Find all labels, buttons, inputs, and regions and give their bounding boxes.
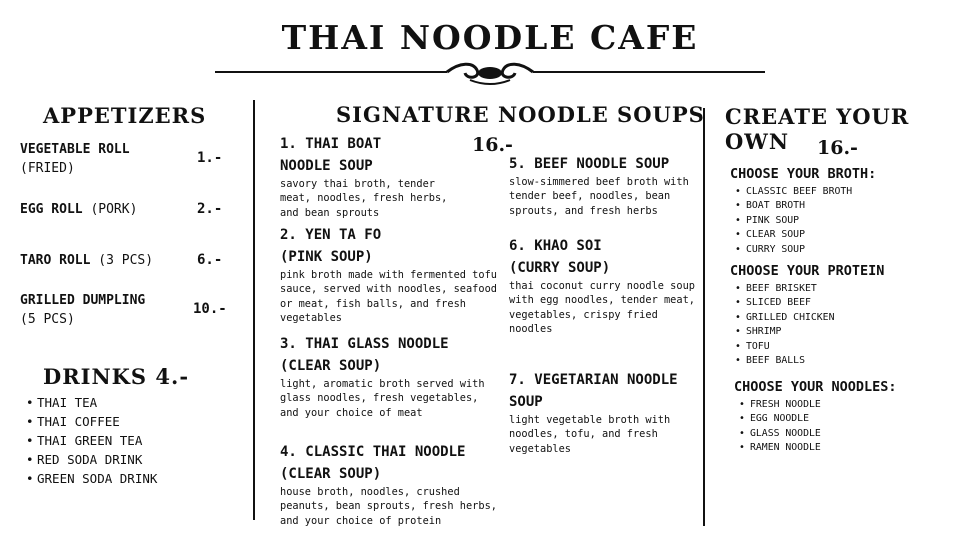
appetizer-price: 6.- — [197, 252, 223, 268]
soup-name: 2. YEN TA FO — [280, 227, 382, 243]
soup-description: house broth, noodles, crushed peanuts, bean sprouts, fresh herbs, and your choice of protein — [280, 486, 497, 527]
appetizer-item — [20, 291, 190, 329]
list-item: • RED SODA DRINK — [25, 450, 157, 469]
list-item: • THAI COFFEE — [25, 412, 157, 431]
protein-title: CHOOSE YOUR PROTEIN — [730, 263, 885, 279]
drinks-heading: DRINKS 4.- — [43, 364, 190, 389]
appetizers-heading: APPETIZERS — [43, 103, 207, 128]
appetizer-price: 2.- — [197, 201, 223, 217]
list-item: • SLICED BEEF — [734, 296, 834, 310]
list-item: • GRILLED CHICKEN — [734, 311, 834, 325]
list-item: • THAI GREEN TEA — [25, 431, 157, 450]
soup-name: 1. THAI BOAT — [280, 136, 382, 152]
page-title: THAI NOODLE CAFE — [281, 18, 699, 57]
list-item: • CURRY SOUP — [734, 243, 852, 257]
soup-description: thai coconut curry noodle soup with egg noodles, tender meat, vegetables, crispy fried noodles — [509, 280, 695, 336]
appetizer-item — [20, 200, 195, 219]
appetizer-name: TARO ROLL — [20, 253, 91, 268]
soup-subname: NOODLE SOUP — [280, 158, 373, 174]
list-item: • CLASSIC BEEF BROTH — [734, 185, 852, 199]
appetizer-price: 10.- — [193, 301, 227, 317]
soup-subname: (CLEAR SOUP) — [280, 358, 382, 374]
appetizer-name: EGG ROLL — [20, 202, 83, 217]
soup-item — [280, 133, 470, 220]
soup-subname: (PINK SOUP) — [280, 249, 373, 265]
noodle-options — [738, 398, 821, 456]
appetizer-name: GRILLED DUMPLING — [20, 293, 146, 308]
list-item: • FRESH NOODLE — [738, 398, 821, 412]
soup-name: 3. THAI GLASS NOODLE — [280, 336, 449, 352]
list-item: • CLEAR SOUP — [734, 228, 852, 242]
appetizer-detail: (FRIED) — [20, 161, 75, 176]
soup-item — [280, 224, 498, 326]
column-divider-left — [253, 100, 255, 520]
drinks-list — [25, 393, 157, 488]
appetizer-item — [20, 140, 190, 178]
soup-description: light vegetable broth with noodles, tofu, and fresh vegetables — [509, 414, 671, 455]
signature-price: 16.- — [472, 134, 513, 156]
broth-options — [734, 185, 852, 257]
noodles-title: CHOOSE YOUR NOODLES: — [734, 379, 897, 395]
list-item: • PINK SOUP — [734, 214, 852, 228]
soup-name: 4. CLASSIC THAI NOODLE — [280, 444, 466, 460]
list-item: • RAMEN NOODLE — [738, 441, 821, 455]
appetizer-detail: (3 PCS) — [98, 253, 154, 268]
soup-subname: SOUP — [509, 394, 543, 410]
soup-name: 7. VEGETARIAN NOODLE — [509, 372, 678, 388]
soup-name: 5. BEEF NOODLE SOUP — [509, 156, 670, 172]
list-item: • BOAT BROTH — [734, 199, 852, 213]
list-item: • GLASS NOODLE — [738, 427, 821, 441]
soup-item — [509, 369, 699, 456]
soup-item — [280, 441, 500, 528]
soup-item — [509, 235, 701, 337]
appetizer-detail: (5 PCS) — [20, 312, 75, 327]
list-item: • THAI TEA — [25, 393, 157, 412]
list-item: • TOFU — [734, 340, 834, 354]
list-item: • GREEN SODA DRINK — [25, 469, 157, 488]
column-divider-right — [703, 108, 705, 526]
soup-item — [509, 153, 699, 218]
soup-item — [280, 333, 500, 420]
list-item: • BEEF BRISKET — [734, 282, 834, 296]
soup-description: savory thai broth, tender meat, noodles, fresh herbs, and bean sprouts — [280, 178, 448, 219]
appetizer-name: VEGETABLE ROLL — [20, 142, 130, 157]
soup-description: slow-simmered beef broth with tender beef, noodles, bean sprouts, and fresh herbs — [509, 176, 689, 217]
create-price: 16.- — [817, 137, 858, 159]
soup-description: light, aromatic broth served with glass noodles, fresh vegetables, and your choice of meat — [280, 378, 485, 419]
soup-description: pink broth made with fermented tofu sauce, served with noodles, seafood or meat, fish balls, and fresh vegetables — [280, 269, 497, 325]
list-item: • SHRIMP — [734, 325, 834, 339]
appetizer-price: 1.- — [197, 150, 223, 166]
protein-options — [734, 282, 834, 368]
list-item: • BEEF BALLS — [734, 354, 834, 368]
broth-title: CHOOSE YOUR BROTH: — [730, 166, 877, 182]
appetizer-detail: (PORK) — [90, 202, 138, 217]
soup-subname: (CLEAR SOUP) — [280, 466, 382, 482]
list-item: • EGG NOODLE — [738, 412, 821, 426]
soup-name: 6. KHAO SOI — [509, 238, 602, 254]
create-heading: CREATE YOUR OWN — [725, 104, 910, 154]
ornament-divider — [215, 58, 765, 88]
soup-subname: (CURRY SOUP) — [509, 260, 611, 276]
signature-heading: SIGNATURE NOODLE SOUPS — [336, 102, 705, 127]
appetizer-item — [20, 251, 195, 270]
